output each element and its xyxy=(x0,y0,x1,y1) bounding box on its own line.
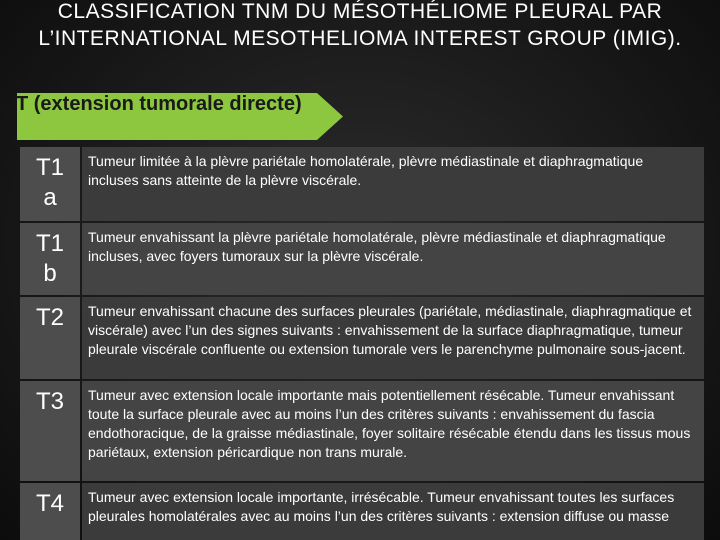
row-description: Tumeur limitée à la plèvre pariétale homolatérale, plèvre médiastinale et diaphragmatique incluses sans atteinte de la plèvre viscérale. xyxy=(82,147,704,221)
row-code: T1 a xyxy=(20,147,80,221)
table-row-t3 xyxy=(20,381,704,481)
row-code: T4 xyxy=(20,483,80,540)
row-description: Tumeur avec extension locale importante, irrésécable. Tumeur envahissant toutes les surfaces pleurales homolatérales avec au moins l’un des critères suivants : extension diffuse ou masse xyxy=(82,483,704,540)
table-row-t1a xyxy=(20,147,704,221)
row-description: Tumeur envahissant la plèvre pariétale homolatérale, plèvre médiastinale et diaphragmatique incluses, avec foyers tumoraux sur la plèvre viscérale. xyxy=(82,223,704,295)
row-code: T1 b xyxy=(20,223,80,295)
row-code: T2 xyxy=(20,297,80,379)
slide-title: CLASSIFICATION TNM DU MÉSOTHÉLIOME PLEURAL PAR L’INTERNATIONAL MESOTHELIOMA INTEREST GROUP (IMIG). xyxy=(38,0,682,50)
row-code: T3 xyxy=(20,381,80,481)
table-row-t1b xyxy=(20,223,704,295)
table-row-t4 xyxy=(20,483,704,540)
row-description: Tumeur envahissant chacune des surfaces pleurales (pariétale, médiastinale, diaphragmatique et viscérale) avec l’un des signes suivants : envahissement de la surface diaphragmatique, tumeur pleurale viscérale confluente ou extension tumorale vers le parenchyme pulmonaire sous-jacent. xyxy=(82,297,704,379)
table-row-t2 xyxy=(20,297,704,379)
section-label: T (extension tumorale directe) xyxy=(16,93,302,115)
row-description: Tumeur avec extension locale importante mais potentiellement résécable. Tumeur envahissant toute la surface pleurale avec au moins l’un des critères suivants : envahissement du fascia endothoracique, de la graisse médiastinale, foyer solitaire résécable étendu dans les tissus mous pariétaux, extension péricardique non trans murale. xyxy=(82,381,704,481)
